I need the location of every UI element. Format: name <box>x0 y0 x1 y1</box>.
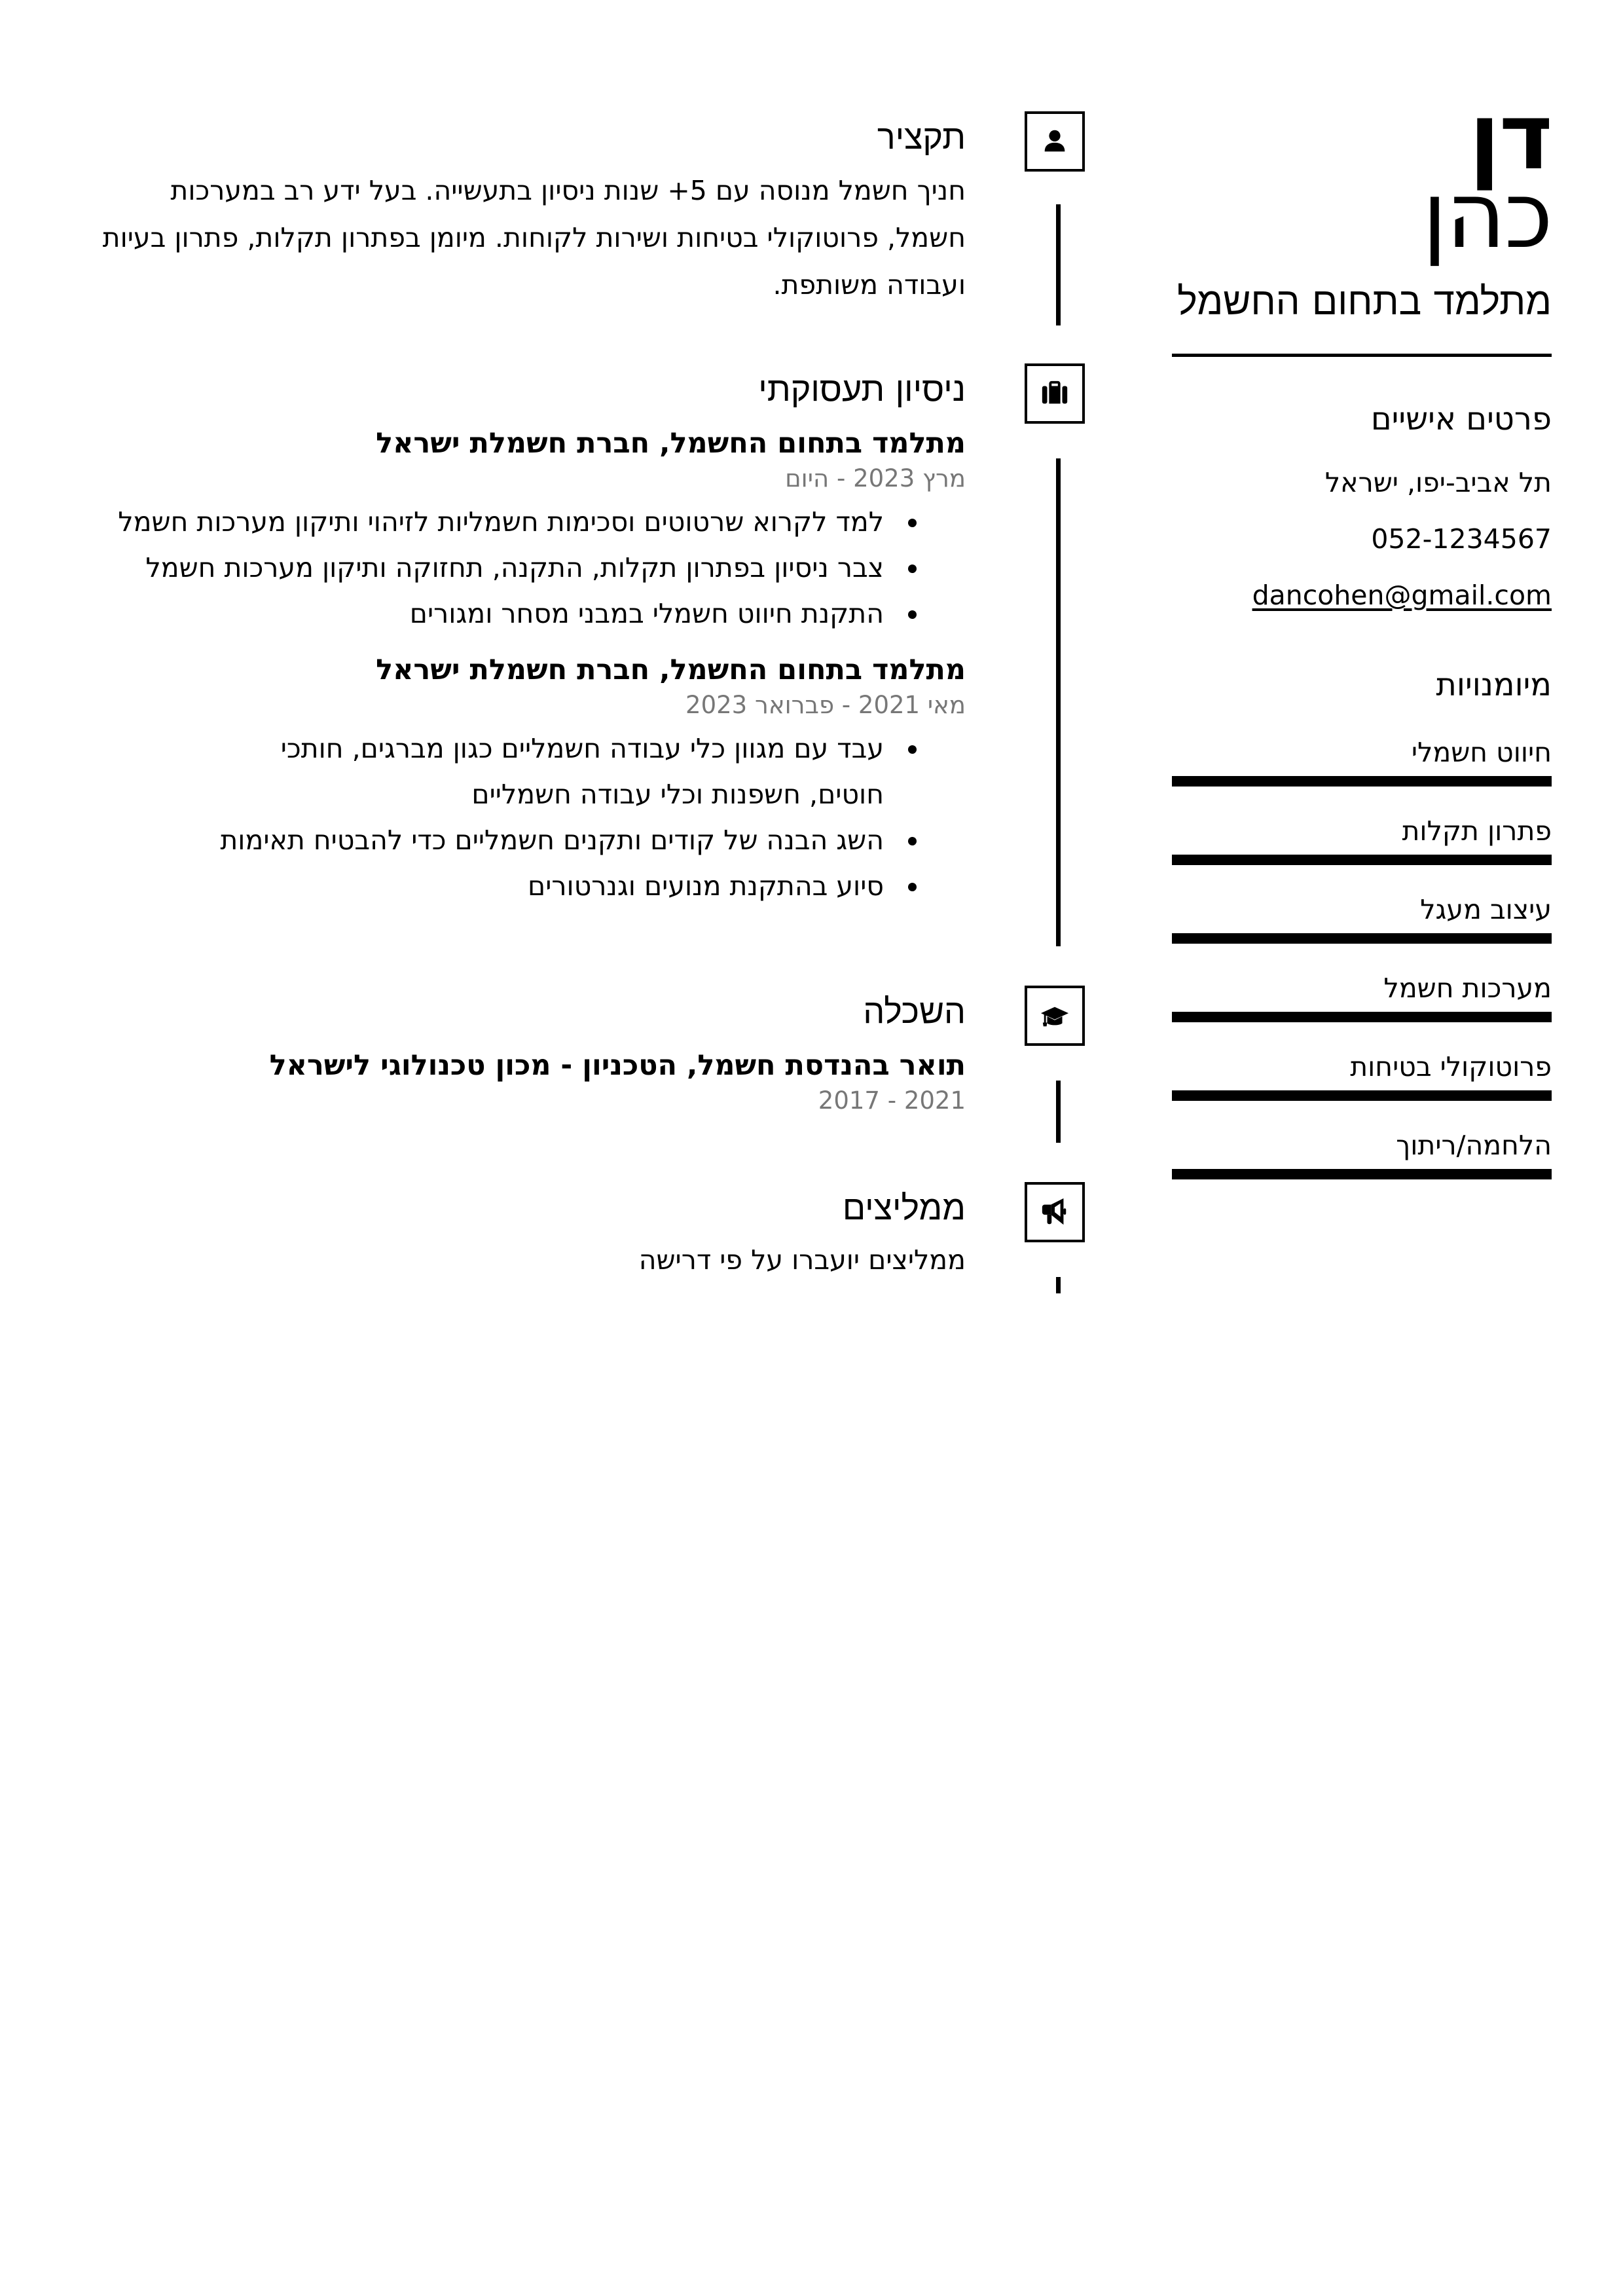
contact-email-link[interactable]: dancohen@gmail.com <box>1252 580 1552 611</box>
references-text: ממליצים יועברו על פי דרישה <box>638 1244 966 1276</box>
references-heading: ממליצים <box>842 1189 966 1228</box>
skills-heading: מיומנויות <box>1436 667 1552 703</box>
timeline-segment <box>1056 204 1061 325</box>
bullet-item: למד לקרוא שרטוטים וסכימות חשמליות לזיהוי ותיקון מערכות חשמל <box>98 499 884 545</box>
experience-icon-box <box>1025 363 1085 424</box>
bullet-item: סיוע בהתקנת מנועים וגנרטורים <box>216 863 884 909</box>
sidebar <box>1172 84 1552 1179</box>
references-section <box>98 1185 966 1284</box>
job-dates: מאי 2021 - פברואר 2023 <box>685 691 966 719</box>
person-icon <box>1040 126 1070 157</box>
job-title: מתלמד בתחום החשמל <box>1177 279 1552 324</box>
timeline-segment <box>1056 458 1061 946</box>
briefcase-icon <box>1040 379 1070 409</box>
bullet-item: צבר ניסיון בפתרון תקלות, התקנה, תחזוקה ותיקון מערכות חשמל <box>98 545 884 591</box>
job-entry <box>98 424 966 637</box>
education-icon-box <box>1025 986 1085 1046</box>
summary-text: חניך חשמל מנוסה עם 5+ שנות ניסיון בתעשייה. בעל ידע רב במערכות חשמל, פרוטוקולי בטיחות ושירות לקוחות. מיומן בפתרון תקלות, פתרון בעיות ועבודה משותפת. <box>102 175 966 301</box>
job-title: מתלמד בתחום החשמל, חברת חשמלת ישראל <box>376 654 966 686</box>
job-entry <box>98 651 966 909</box>
last-name: כהן <box>1422 162 1552 269</box>
education-heading: השכלה <box>863 992 966 1031</box>
job-bullets <box>98 499 966 637</box>
bullet-item: התקנת חיווט חשמלי במבני מסחר ומגורים <box>98 591 884 637</box>
bullet-item: עבד עם מגוון כלי עבודה חשמליים כגון מברגים, חותכי חוטים, חשפנות וכלי עבודה חשמליים <box>216 726 884 817</box>
skill-item <box>1172 891 1552 944</box>
skill-item <box>1172 813 1552 865</box>
references-icon-box <box>1025 1182 1085 1242</box>
contact-location: תל אביב-יפו, ישראל <box>1324 467 1552 498</box>
megaphone-icon <box>1040 1197 1070 1227</box>
timeline-segment <box>1056 1277 1061 1293</box>
contact-phone: 052-1234567 <box>1371 523 1552 555</box>
skill-label: הלחמה/ריתוך <box>1396 1130 1552 1161</box>
header-divider <box>1172 354 1552 357</box>
education-section <box>98 989 966 1117</box>
graduation-cap-icon <box>1040 1001 1070 1031</box>
job-dates: מרץ 2023 - היום <box>785 464 966 492</box>
skill-label: פרוטוקולי בטיחות <box>1350 1051 1552 1083</box>
skill-item <box>1172 734 1552 787</box>
skill-level-bar <box>1172 933 1552 944</box>
education-dates: 2021 - 2017 <box>818 1086 966 1115</box>
skill-item <box>1172 1127 1552 1179</box>
job-bullets <box>98 726 966 909</box>
experience-section <box>98 367 966 909</box>
skill-level-bar <box>1172 855 1552 865</box>
experience-heading: ניסיון תעסוקתי <box>758 370 966 409</box>
skill-level-bar <box>1172 1012 1552 1022</box>
skill-item <box>1172 970 1552 1022</box>
first-name: דן <box>1468 84 1552 191</box>
skill-level-bar <box>1172 1090 1552 1101</box>
skill-label: מערכות חשמל <box>1383 972 1552 1004</box>
bullet-item: השג הבנה של קודים ותקנים חשמליים כדי להבטיח תאימות <box>216 817 884 863</box>
summary-section <box>98 115 966 308</box>
summary-heading: תקציר <box>877 118 966 157</box>
skill-level-bar <box>1172 776 1552 787</box>
skill-item <box>1172 1048 1552 1101</box>
timeline-segment <box>1056 1081 1061 1143</box>
personal-details-heading: פרטים אישיים <box>1370 401 1552 437</box>
skill-label: עיצוב מעגל <box>1420 894 1552 925</box>
job-title: מתלמד בתחום החשמל, חברת חשמלת ישראל <box>376 427 966 460</box>
skill-label: חיווט חשמלי <box>1411 737 1552 768</box>
summary-icon-box <box>1025 111 1085 172</box>
degree-title: תואר בהנדסת חשמל, הטכניון - מכון טכנולוגי לישראל <box>269 1049 966 1082</box>
skill-level-bar <box>1172 1169 1552 1179</box>
skill-label: פתרון תקלות <box>1402 815 1552 847</box>
